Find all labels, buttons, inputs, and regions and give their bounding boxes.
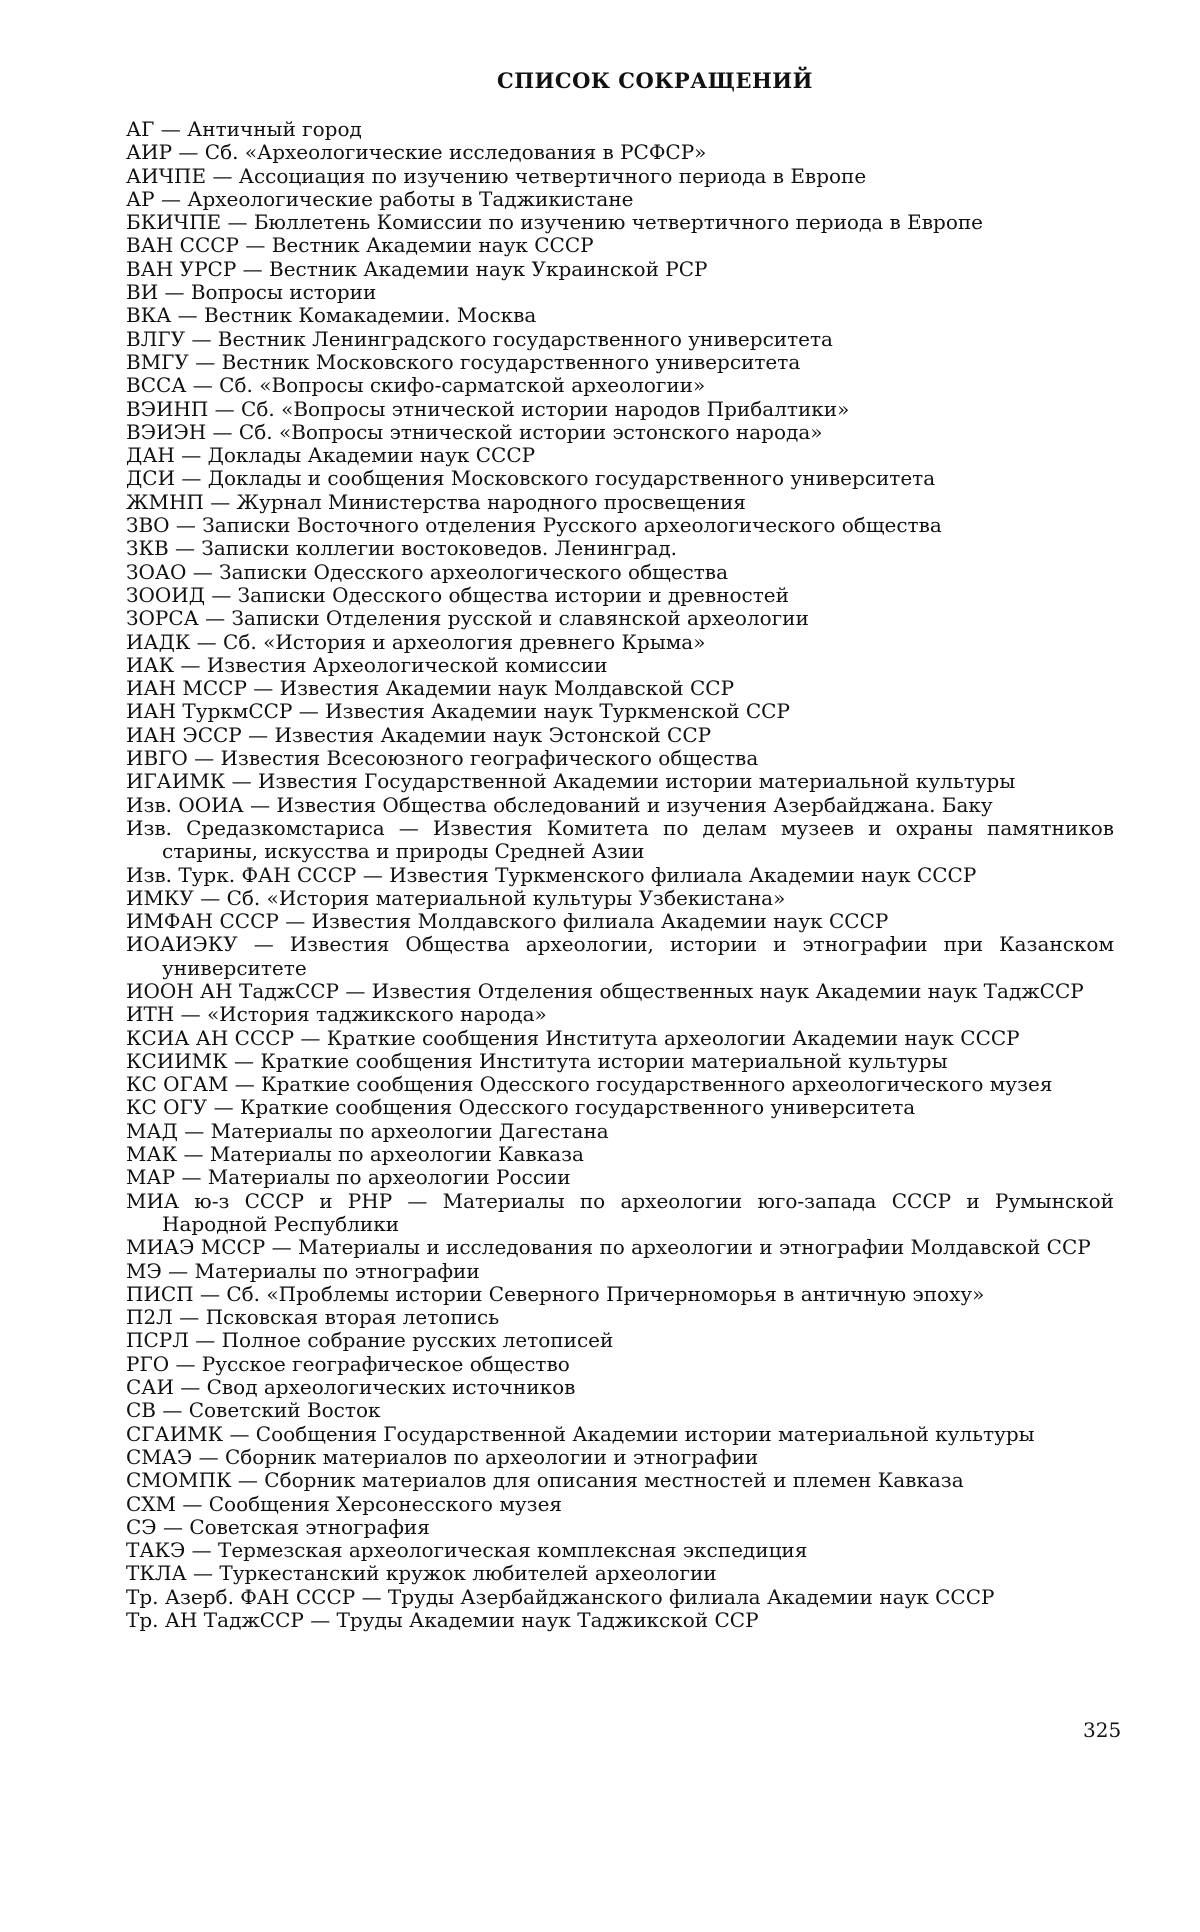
- abbreviation-entry: ЗВО — Записки Восточного отделения Русского археологического общества: [126, 513, 942, 538]
- abbreviation-entry: ДСИ — Доклады и сообщения Московского государственного университета: [126, 466, 936, 491]
- abbreviation-entry: БКИЧПЕ — Бюллетень Комиссии по изучению четвертичного периода в Европе: [126, 210, 984, 235]
- abbreviation-entry: Изв. ООИА — Известия Общества обследований и изучения Азербайджана. Баку: [126, 792, 993, 817]
- abbreviation-entry: ИГАИМК — Известия Государственной Академии истории материальной культуры: [126, 769, 1016, 794]
- abbreviation-entry: АГ — Античный город: [126, 117, 362, 141]
- abbreviation-entry: ВССА — Сб. «Вопросы скифо-сарматской археологии»: [126, 373, 706, 398]
- abbreviation-entry: МАК — Материалы по археологии Кавказа: [126, 1142, 584, 1167]
- abbreviation-entry: СГАИМК — Сообщения Государственной Академии истории материальной культуры: [126, 1421, 1035, 1446]
- page-title: СПИСОК СОКРАЩЕНИЙ: [497, 68, 813, 93]
- abbreviation-entry: СМОМПК — Сборник материалов для описания местностей и племен Кавказа: [126, 1468, 964, 1493]
- abbreviation-entry: ИАК — Известия Археологической комиссии: [126, 652, 608, 677]
- abbreviation-entry: ТКЛА — Туркестанский кружок любителей археологии: [126, 1561, 717, 1586]
- abbreviation-entry: ИОАИЭКУ — Известия Общества археологии, истории и этнографии при Казанском университете: [126, 932, 1114, 980]
- abbreviation-entry: ИВГО — Известия Всесоюзного географического общества: [126, 746, 759, 771]
- abbreviation-entry: ИМФАН СССР — Известия Молдавского филиала Академии наук СССР: [126, 909, 889, 934]
- abbreviation-entry: ЗОАО — Записки Одесского археологического общества: [126, 559, 728, 584]
- abbreviation-entry: Изв. Средазкомстариса — Известия Комитета по делам музеев и охраны памятников старины, искусства и природы Средней Азии: [126, 815, 1114, 864]
- abbreviation-entry: ДАН — Доклады Академии наук СССР: [126, 443, 536, 468]
- abbreviation-entry: МАР — Материалы по археологии России: [126, 1165, 571, 1190]
- abbreviation-entry: МИАЭ МССР — Материалы и исследования по археологии и этнографии Молдавской ССР: [126, 1235, 1091, 1260]
- abbreviation-entry: КСИА АН СССР — Краткие сообщения Института археологии Академии наук СССР: [126, 1025, 1020, 1050]
- abbreviation-entry: АИР — Сб. «Археологические исследования в РСФСР»: [126, 140, 707, 165]
- page-number: 325: [1083, 1718, 1122, 1742]
- abbreviation-entry: СМАЭ — Сборник материалов по археологии и этнографии: [126, 1444, 759, 1469]
- abbreviation-entry: ИАДК — Сб. «История и археология древнего Крыма»: [126, 629, 706, 654]
- abbreviation-entry: Изв. Турк. ФАН СССР — Известия Туркменского филиала Академии наук СССР: [126, 862, 977, 887]
- abbreviation-entry: ВЭИЭН — Сб. «Вопросы этнической истории эстонского народа»: [126, 419, 823, 444]
- abbreviation-entry: КСИИМК — Краткие сообщения Института истории материальной культуры: [126, 1048, 948, 1073]
- abbreviation-entry: ПИСП — Сб. «Проблемы истории Северного Причерноморья в античную эпоху»: [126, 1281, 985, 1306]
- abbreviation-entry: ЗОРСА — Записки Отделения русской и славянской археологии: [126, 606, 809, 631]
- abbreviation-entry: МЭ — Материалы по этнографии: [126, 1258, 480, 1283]
- abbreviation-entry: ТАКЭ — Термезская археологическая комплексная экспедиция: [126, 1538, 808, 1563]
- abbreviation-entry: МИА ю-з СССР и РНР — Материалы по археологии юго-запада СССР и Румынской Народной Республики: [126, 1188, 1114, 1236]
- abbreviation-entry: ИАН ТуркмССР — Известия Академии наук Туркменской ССР: [126, 699, 790, 724]
- abbreviation-entry: АР — Археологические работы в Таджикистане: [126, 186, 634, 211]
- abbreviation-entry: ЗКВ — Записки коллегии востоковедов. Ленинград.: [126, 536, 678, 561]
- abbreviation-entry: ВКА — Вестник Комакадемии. Москва: [126, 303, 537, 328]
- abbreviation-entry: ВИ — Вопросы истории: [126, 280, 377, 305]
- abbreviation-entry: ВМГУ — Вестник Московского государственного университета: [126, 349, 801, 374]
- abbreviation-entry: ИООН АН ТаджССР — Известия Отделения общественных наук Академии наук ТаджССР: [126, 978, 1084, 1003]
- abbreviation-entry: МАД — Материалы по археологии Дагестана: [126, 1118, 609, 1143]
- abbreviation-entry: САИ — Свод археологических источников: [126, 1375, 576, 1400]
- abbreviation-entry: СХМ — Сообщения Херсонесского музея: [126, 1491, 563, 1516]
- abbreviation-entry: СЭ — Советская этнография: [126, 1514, 430, 1539]
- abbreviation-entry: КС ОГАМ — Краткие сообщения Одесского государственного археологического музея: [126, 1072, 1053, 1097]
- abbreviation-entry: ВЛГУ — Вестник Ленинградского государственного университета: [126, 326, 833, 351]
- abbreviation-entry: ВАН УРСР — Вестник Академии наук Украинской РСР: [126, 256, 708, 281]
- abbreviation-entry: КС ОГУ — Краткие сообщения Одесского государственного университета: [126, 1095, 916, 1120]
- abbreviation-entry: ВАН СССР — Вестник Академии наук СССР: [126, 233, 594, 258]
- abbreviation-list: [126, 118, 1114, 1632]
- abbreviation-entry: ВЭИНП — Сб. «Вопросы этнической истории народов Прибалтики»: [126, 396, 850, 421]
- abbreviation-entry: ИАН ЭССР — Известия Академии наук Эстонской ССР: [126, 722, 712, 747]
- abbreviation-entry: Тр. Азерб. ФАН СССР — Труды Азербайджанского филиала Академии наук СССР: [126, 1584, 995, 1609]
- abbreviation-entry: СВ — Советский Восток: [126, 1398, 381, 1423]
- abbreviation-entry: П2Л — Псковская вторая летопись: [126, 1305, 500, 1330]
- abbreviation-entry: ИМКУ — Сб. «История материальной культуры Узбекистана»: [126, 885, 786, 910]
- abbreviation-entry: ИАН МССР — Известия Академии наук Молдавской ССР: [126, 676, 735, 701]
- abbreviation-entry: АИЧПЕ — Ассоциация по изучению четвертичного периода в Европе: [126, 163, 867, 188]
- abbreviation-entry: Тр. АН ТаджССР — Труды Академии наук Таджикской ССР: [126, 1608, 759, 1632]
- abbreviation-entry: ЗООИД — Записки Одесского общества истории и древностей: [126, 582, 789, 607]
- abbreviation-entry: ЖМНП — Журнал Министерства народного просвещения: [126, 489, 746, 514]
- abbreviation-entry: РГО — Русское географическое общество: [126, 1351, 570, 1376]
- abbreviation-entry: ПСРЛ — Полное собрание русских летописей: [126, 1328, 614, 1353]
- abbreviation-entry: ИТН — «История таджикского народа»: [126, 1002, 547, 1027]
